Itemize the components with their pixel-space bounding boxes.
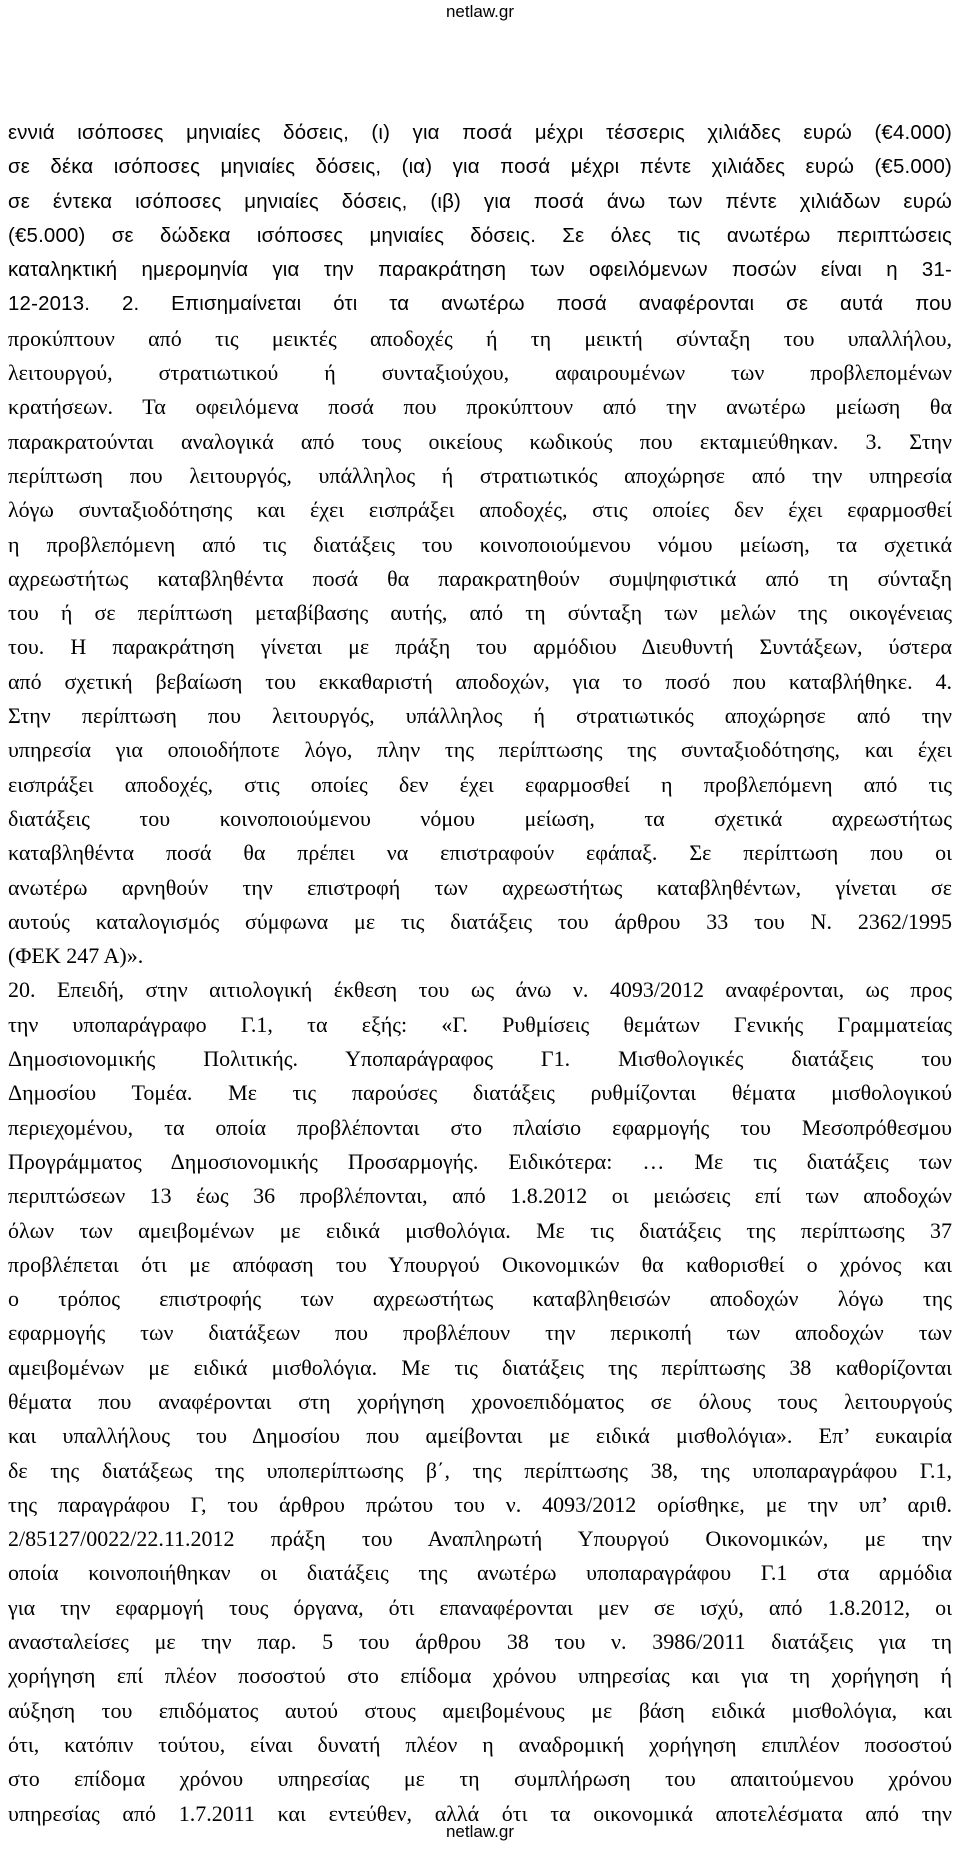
text-line: Δημοσίου Τομέα. Με τις παρούσες διατάξεις ρυθμίζονται θέματα μισθολογικού: [8, 1080, 952, 1106]
text-line: καταληκτική ημερομηνία για την παρακράτηση των οφειλόμενων ποσών είναι η 31-: [8, 259, 952, 282]
text-line: αχρεωστήτως καταβληθέντα ποσά θα παρακρατηθούν συμψηφιστικά από τη σύνταξη: [8, 565, 952, 591]
text-line: όλων των αμειβομένων με ειδικά μισθολόγια. Με τις διατάξεις της περίπτωσης 37: [8, 1217, 952, 1243]
text-line: χορήγηση επί πλέον ποσοστού στο επίδομα χρόνου υπηρεσίας και για τη χορήγηση ή: [8, 1663, 952, 1689]
text-line: Στην περίπτωση που λειτουργός, υπάλληλος ή στρατιωτικός αποχώρησε από την: [8, 703, 952, 729]
text-line: 2/85127/0022/22.11.2012 πράξη του Αναπληρωτή Υπουργού Οικονομικών, με την: [8, 1526, 952, 1552]
text-line: του. Η παρακράτηση γίνεται με πράξη του αρμόδιου Διευθυντή Συντάξεων, ύστερα: [8, 634, 952, 660]
text-line: αυτούς καταλογισμός σύμφωνα με τις διατάξεις του άρθρου 33 του Ν. 2362/1995: [8, 908, 952, 934]
text-line: παρακρατούνται αναλογικά από τους οικείους κωδικούς που εκταμιεύθηκαν. 3. Στην: [8, 428, 952, 454]
text-line: ανασταλείσες με την παρ. 5 του άρθρου 38 του ν. 3986/2011 διατάξεις για τη: [8, 1629, 952, 1655]
text-line: από σχετική βεβαίωση του εκκαθαριστή αποδοχών, για το ποσό που καταβλήθηκε. 4.: [8, 668, 952, 694]
text-line: (ΦΕΚ 247 Α)».: [8, 943, 144, 969]
text-line: θέματα που αναφέρονται στη χορήγηση χρονοεπιδόματος σε όλους τους λειτουργούς: [8, 1388, 952, 1414]
text-line: του ή σε περίπτωση μεταβίβασης αυτής, από τη σύνταξη των μελών της οικογένειας: [8, 600, 952, 626]
text-line: οποία κοινοποιήθηκαν οι διατάξεις της ανωτέρω υποπαραγράφου Γ.1 στα αρμόδια: [8, 1560, 952, 1586]
text-line: ότι, κατόπιν τούτου, είναι δυνατή πλέον η αναδρομική χορήγηση επιπλέον ποσοστού: [8, 1731, 952, 1757]
text-line: για την εφαρμογή τους όργανα, ότι επαναφέρονται μεν σε ισχύ, από 1.8.2012, οι: [8, 1594, 952, 1620]
text-line: εννιά ισόποσες μηνιαίες δόσεις, (ι) για ποσά μέχρι τέσσερις χιλιάδες ευρώ (€4.000): [8, 122, 952, 144]
text-line: δε της διατάξεως της υποπερίπτωσης β΄, της περίπτωσης 38, της υποπαραγράφου Γ.1,: [8, 1457, 952, 1483]
text-line: αύξηση του επιδόματος αυτού στους αμειβομένους με βάση ειδικά μισθολόγια, και: [8, 1697, 952, 1723]
page-header-site: netlaw.gr: [445, 2, 515, 21]
text-line: Δημοσιονομικής Πολιτικής. Υποπαράγραφος Γ1. Μισθολογικές διατάξεις του: [8, 1046, 952, 1072]
text-line: και υπαλλήλους του Δημοσίου που αμείβονται με ειδικά μισθολόγια». Επ’ ευκαιρία: [8, 1423, 952, 1449]
page-footer-site: netlaw.gr: [445, 1822, 515, 1841]
text-line: υπηρεσίας από 1.7.2011 και εντεύθεν, αλλά ότι τα οικονομικά αποτελέσματα από την: [8, 1800, 952, 1826]
text-line: σε δέκα ισόποσες μηνιαίες δόσεις, (ια) για ποσά μέχρι πέντε χιλιάδες ευρώ (€5.000): [8, 156, 952, 179]
text-line: αμειβομένων με ειδικά μισθολόγια. Με τις διατάξεις της περίπτωσης 38 καθορίζονται: [8, 1354, 952, 1380]
document-body: [8, 116, 952, 1831]
text-line: (€5.000) σε δώδεκα ισόποσες μηνιαίες δόσεις. Σε όλες τις ανωτέρω περιπτώσεις: [8, 224, 952, 247]
text-line: η προβλεπόμενη από τις διατάξεις του κοινοποιούμενου νόμου μείωση, τα σχετικά: [8, 531, 952, 557]
text-line: περίπτωση που λειτουργός, υπάλληλος ή στρατιωτικός αποχώρησε από την υπηρεσία: [8, 462, 952, 488]
text-line: 20. Επειδή, στην αιτιολογική έκθεση του ως άνω ν. 4093/2012 αναφέρονται, ως προς: [8, 977, 952, 1003]
text-line: περιπτώσεων 13 έως 36 προβλέπονται, από 1.8.2012 οι μειώσεις επί των αποδοχών: [8, 1183, 952, 1209]
text-line: υπηρεσία για οποιοδήποτε λόγο, πλην της περίπτωσης της συνταξιοδότησης, και έχει: [8, 737, 952, 763]
text-line: 12-2013. 2. Επισημαίνεται ότι τα ανωτέρω ποσά αναφέρονται σε αυτά που: [8, 293, 952, 316]
text-line: κρατήσεων. Τα οφειλόμενα ποσά που προκύπτουν από την ανωτέρω μείωση θα: [8, 394, 952, 420]
text-line: προκύπτουν από τις μεικτές αποδοχές ή τη μεικτή σύνταξη του υπαλλήλου,: [8, 325, 952, 351]
text-line: στο επίδομα χρόνου υπηρεσίας με τη συμπλήρωση του απαιτούμενου χρόνου: [8, 1766, 952, 1792]
text-line: λειτουργού, στρατιωτικού ή συνταξιούχου, αφαιρουμένων των προβλεπομένων: [8, 360, 952, 386]
text-line: Προγράμματος Δημοσιονομικής Προσαρμογής. Ειδικότερα: … Με τις διατάξεις των: [8, 1148, 952, 1174]
text-line: ανωτέρω αρνηθούν την επιστροφή των αχρεωστήτως καταβληθέντων, γίνεται σε: [8, 874, 952, 900]
text-line: την υποπαράγραφο Γ.1, τα εξής: «Γ. Ρυθμίσεις θεμάτων Γενικής Γραμματείας: [8, 1011, 952, 1037]
text-line: εφαρμογής των διατάξεων που προβλέπουν την περικοπή των αποδοχών των: [8, 1320, 952, 1346]
text-line: περιεχομένου, τα οποία προβλέπονται στο πλαίσιο εφαρμογής του Μεσοπρόθεσμου: [8, 1114, 952, 1140]
text-line: σε έντεκα ισόποσες μηνιαίες δόσεις, (ιβ) για ποσά άνω των πέντε χιλιάδων ευρώ: [8, 190, 952, 213]
text-line: ο τρόπος επιστροφής των αχρεωστήτως καταβληθεισών αποδοχών λόγω της: [8, 1286, 952, 1312]
text-line: λόγω συνταξιοδότησης και έχει εισπράξει αποδοχές, στις οποίες δεν έχει εφαρμοσθεί: [8, 497, 952, 523]
text-line: εισπράξει αποδοχές, στις οποίες δεν έχει εφαρμοσθεί η προβλεπόμενη από τις: [8, 771, 952, 797]
text-line: διατάξεις του κοινοποιούμενου νόμου μείωση, τα σχετικά αχρεωστήτως: [8, 805, 952, 831]
text-line: προβλέπεται ότι με απόφαση του Υπουργού Οικονομικών θα καθορισθεί ο χρόνος και: [8, 1251, 952, 1277]
text-line: καταβληθέντα ποσά θα πρέπει να επιστραφούν εφάπαξ. Σε περίπτωση που οι: [8, 840, 952, 866]
text-line: της παραγράφου Γ, του άρθρου πρώτου του ν. 4093/2012 ορίσθηκε, με την υπ’ αριθ.: [8, 1491, 952, 1517]
